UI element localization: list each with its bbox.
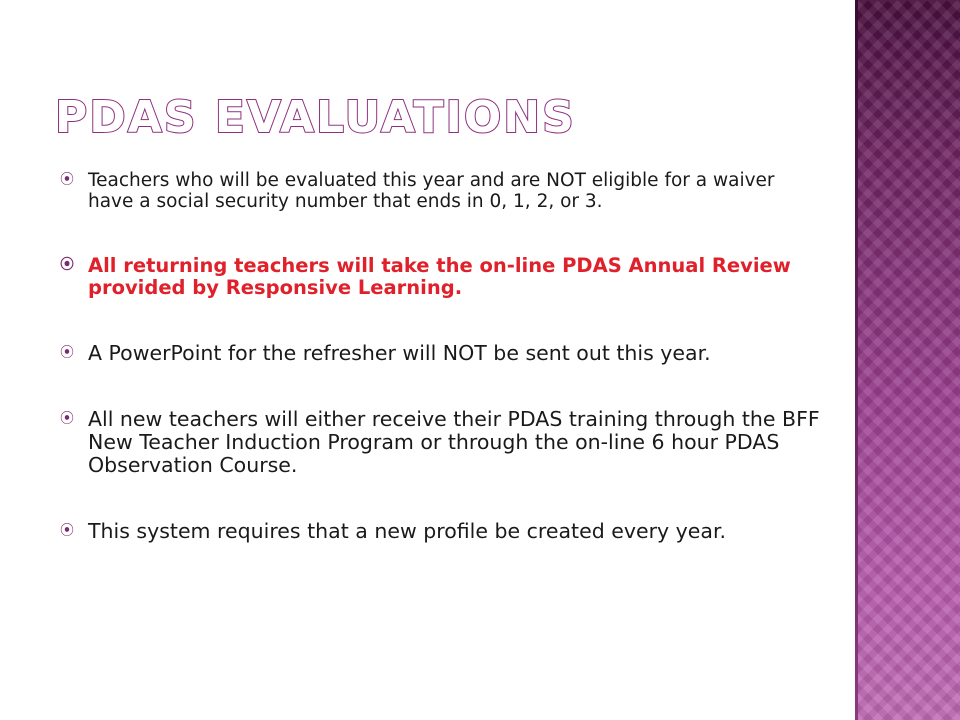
bullet-list: [60, 171, 820, 543]
bullet-text: All new teachers will either receive their PDAS training through the BFF New Teacher Induction Program or through the on-line 6 hour PDAS Observation Course.: [88, 407, 820, 477]
slide-title: PDAS EVALUATIONS: [55, 92, 576, 143]
bullet-text: This system requires that a new profile be created every year.: [88, 518, 727, 543]
decorative-side-panel: [855, 0, 960, 720]
circled-dot-icon: ⦿: [60, 257, 74, 274]
bullet-text: All returning teachers will take the on-line PDAS Annual Review provided by Responsive Learning.: [88, 254, 791, 300]
bullet-text: A PowerPoint for the refresher will NOT be sent out this year.: [88, 341, 711, 366]
bullet-item-powerpoint: [60, 342, 820, 365]
circled-dot-icon: ⦿: [60, 522, 74, 539]
bullet-text: Teachers who will be evaluated this year and are NOT eligible for a waiver have a social security number that ends in 0, 1, 2, or 3.: [88, 170, 775, 212]
bullet-item-new-teachers: [60, 408, 820, 477]
circled-dot-icon: ⦿: [60, 345, 74, 362]
bullet-item-evaluation-criteria: [60, 171, 820, 212]
circled-dot-icon: ⦿: [60, 411, 74, 428]
bullet-item-new-profile: [60, 520, 820, 543]
bullet-item-annual-review: [60, 255, 820, 299]
circled-dot-icon: ⦿: [60, 172, 74, 188]
side-panel-edge: [855, 0, 858, 720]
